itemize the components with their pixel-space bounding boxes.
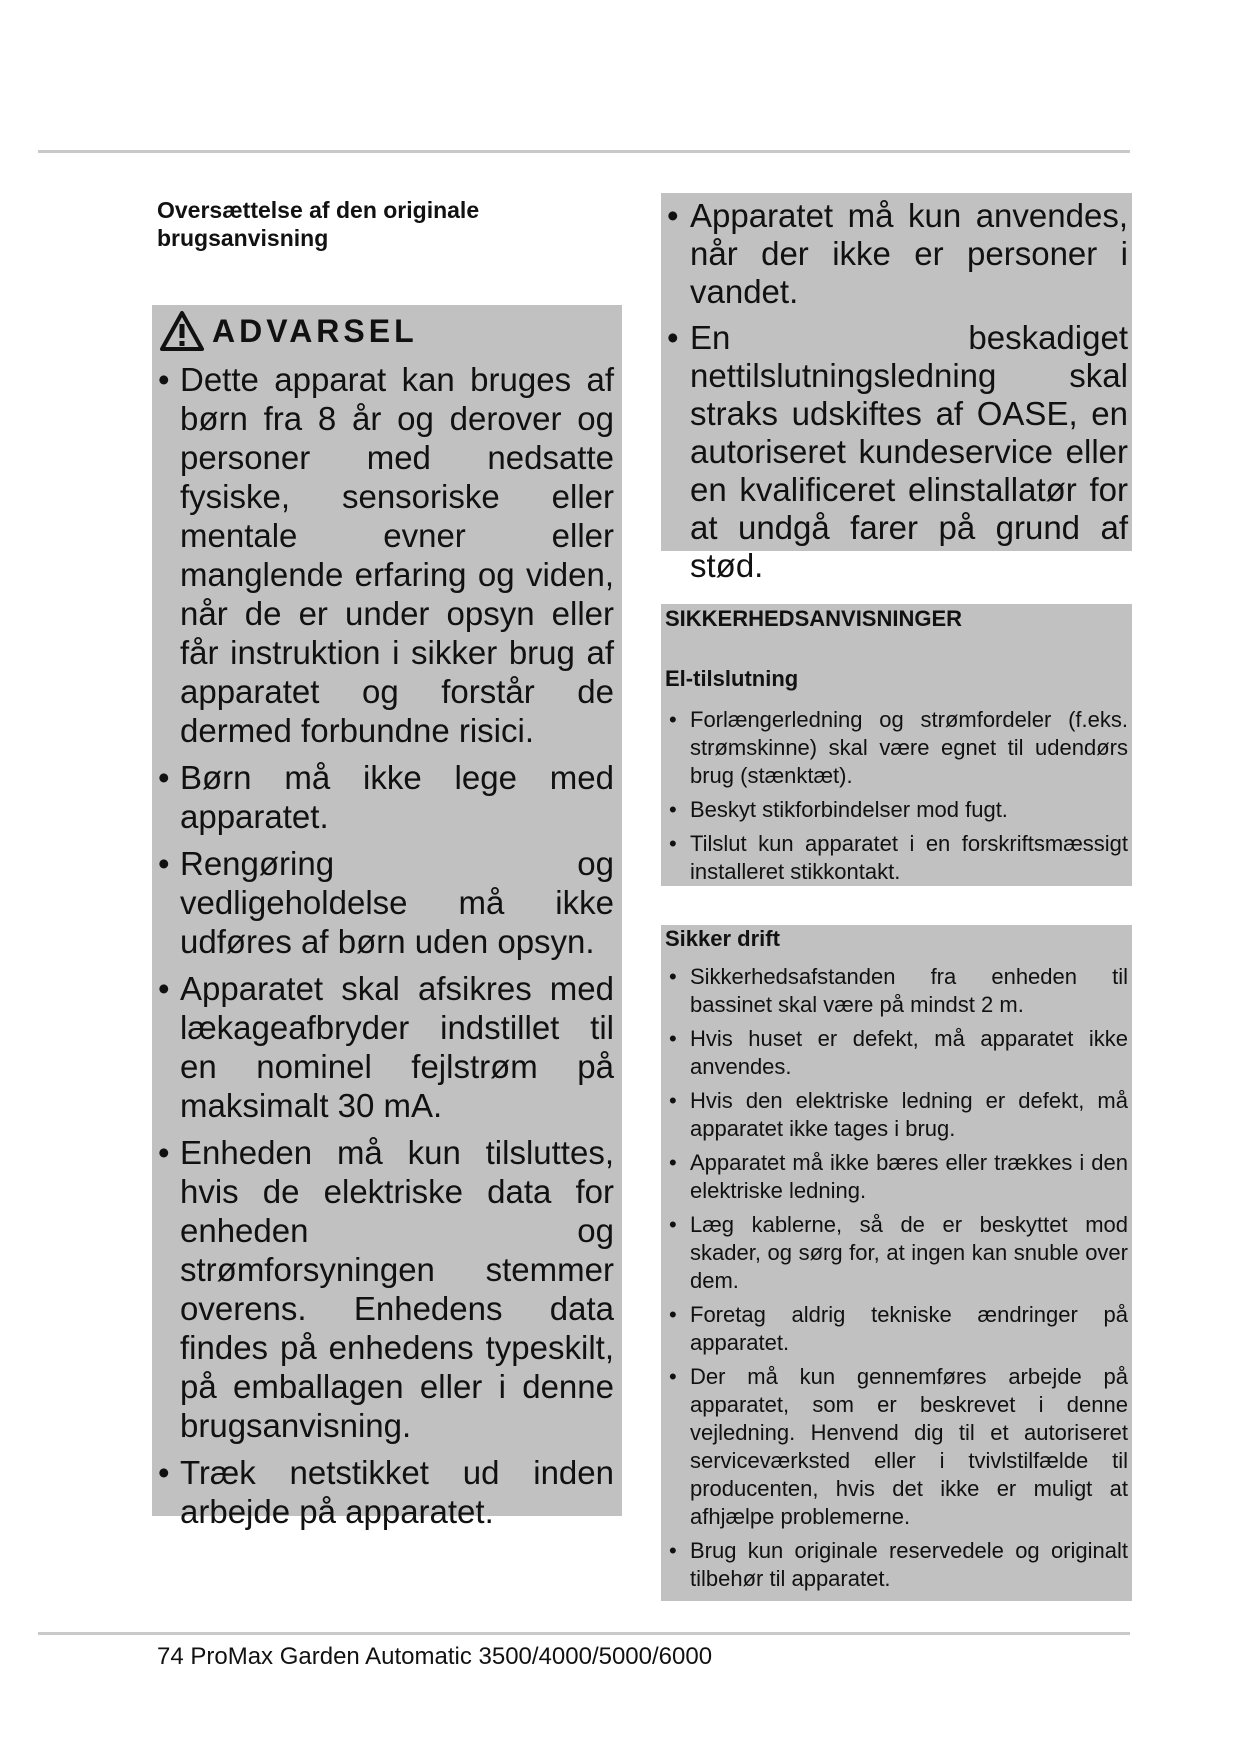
warning-item: • Børn må ikke lege med apparatet. (158, 758, 614, 836)
warning-item: • Dette apparat kan bruges af børn fra 8 år og derover og personer med nedsatte fysiske, sensoriske eller mentale evner eller manglende erfaring og viden, når de er under opsyn eller får instruktion i sikker brug af apparatet og forstår de dermed forbundne risici. (158, 360, 614, 750)
warning-item: • Træk netstikket ud inden arbejde på apparatet. (158, 1453, 614, 1531)
warning-item: • Enheden må kun tilsluttes, hvis de elektriske data for enheden og strømforsyningen stemmer overens. Enhedens data findes på enhedens typeskilt, på emballagen eller i denne brugsanvisning. (158, 1133, 614, 1445)
warning-heading (160, 309, 418, 353)
list-item: • Forlængerledning og strømfordeler (f.eks. strømskinne) skal være egnet til udendørs brug (stænktæt). (665, 706, 1128, 790)
warning-continued-list (661, 193, 1128, 585)
warning-item: • En beskadiget nettilslutningsledning skal straks udskiftes af OASE, en autoriseret kundeservice eller en kvalificeret elinstallatør for at undgå farer på grund af stød. (665, 319, 1128, 585)
warning-label: ADVARSEL (212, 312, 418, 349)
warning-list (158, 360, 614, 1539)
warning-item: • Rengøring og vedligeholdelse må ikke udføres af børn uden opsyn. (158, 844, 614, 961)
list-item: • Sikkerhedsafstanden fra enheden til bassinet skal være på mindst 2 m. (665, 963, 1128, 1019)
top-rule (38, 150, 1130, 153)
list-item: • Beskyt stikforbindelser mod fugt. (665, 796, 1128, 824)
warning-item: • Apparatet skal afsikres med lækageafbryder indstillet til en nominel fejlstrøm på maksimalt 30 mA. (158, 969, 614, 1125)
safety-box (661, 604, 1132, 886)
electrical-connection-list (661, 706, 1128, 892)
list-item: • Læg kablerne, så de er beskyttet mod skader, og sørg for, at ingen kan snuble over dem. (665, 1211, 1128, 1295)
warning-triangle-icon (160, 311, 204, 351)
safe-operation-list (661, 963, 1128, 1599)
warning-box (152, 305, 622, 1530)
document-title: Oversættelse af den originale brugsanvisning (157, 197, 480, 251)
electrical-connection-heading: El-tilslutning (665, 666, 799, 691)
safe-operation-box (661, 925, 1132, 1601)
warning-item: • Apparatet må kun anvendes, når der ikke er personer i vandet. (665, 197, 1128, 311)
list-item: • Hvis den elektriske ledning er defekt, må apparatet ikke tages i brug. (665, 1087, 1128, 1143)
bottom-rule (38, 1632, 1130, 1635)
list-item: • Brug kun originale reservedele og originalt tilbehør til apparatet. (665, 1537, 1128, 1593)
warning-continued-box (661, 193, 1132, 584)
safe-operation-heading: Sikker drift (665, 926, 780, 951)
safety-heading: SIKKERHEDSANVISNINGER (665, 606, 963, 631)
list-item: • Der må kun gennemføres arbejde på apparatet, som er beskrevet i denne vejledning. Henvend dig til et autoriseret serviceværksted eller i tvivlstilfælde til producenten, hvis det ikke er muligt at afhjælpe problemerne. (665, 1363, 1128, 1531)
page-footer: 74 ProMax Garden Automatic 3500/4000/5000/6000 (157, 1643, 713, 1670)
list-item: • Foretag aldrig tekniske ændringer på apparatet. (665, 1301, 1128, 1357)
list-item: • Apparatet må ikke bæres eller trækkes i den elektriske ledning. (665, 1149, 1128, 1205)
list-item: • Hvis huset er defekt, må apparatet ikke anvendes. (665, 1025, 1128, 1081)
list-item: • Tilslut kun apparatet i en forskriftsmæssigt installeret stikkontakt. (665, 830, 1128, 886)
